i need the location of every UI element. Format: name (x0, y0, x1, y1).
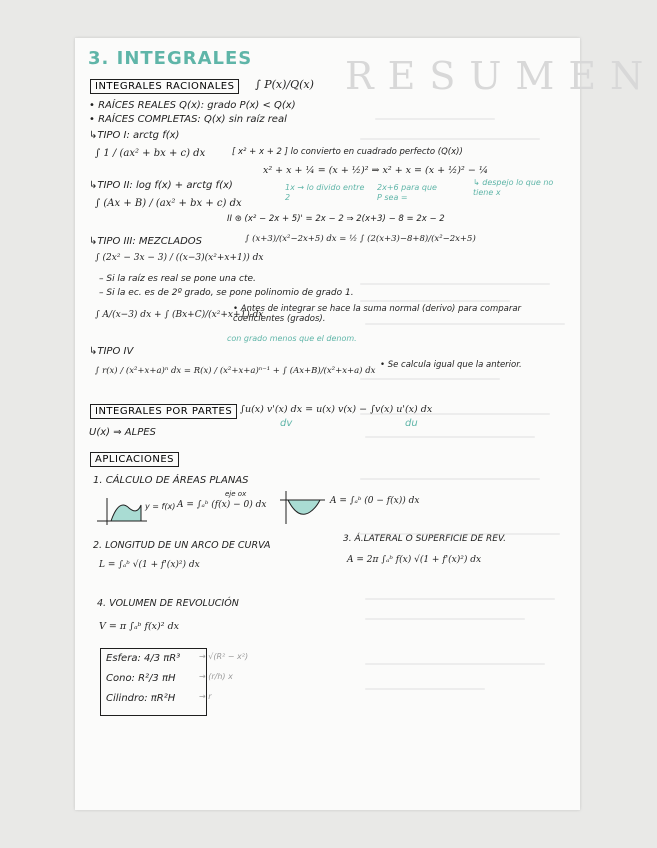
volume-formulas-box (100, 648, 207, 716)
rational-formula: ∫ P(x)/Q(x) (255, 78, 314, 91)
area-fx-label: y = f(x) (145, 502, 176, 511)
type2-integral: ∫ (Ax + B) / (ax² + bx + c) dx (95, 198, 242, 209)
sphere-volume: Esfera: 4/3 πR³ (106, 653, 181, 664)
arrow-note-1: 1x → lo divido entre 2 (285, 183, 365, 202)
type3-label: ↳TIPO III: MEZCLADOS (89, 236, 203, 247)
complex-roots: • RAÍCES COMPLETAS: Q(x) sin raíz real (89, 114, 287, 125)
parts-mnemonic: U(x) ⇒ ALPES (89, 427, 156, 438)
type3-note-1: – Si la raíz es real se pone una cte. (99, 274, 256, 284)
applications-heading: APLICACIONES (90, 452, 179, 467)
app-item-2: 2. LONGITUD DE UN ARCO DE CURVA (93, 540, 271, 551)
parts-du: du (405, 418, 418, 429)
area-graph-below-icon (280, 486, 325, 526)
area-formula-1: A = ∫ₐᵇ (f(x) − 0) dx (177, 500, 267, 510)
cylinder-hint: → r (199, 692, 212, 701)
app-item-1: 1. CÁLCULO DE ÁREAS PLANAS (93, 475, 249, 486)
type3-note-2: – Si la ec. es de 2º grado, se pone polinomio de grado 1. (99, 288, 354, 298)
arrow-note-2: 2x+6 para que P sea = (377, 183, 437, 202)
type2-example: II ⊛ (x² − 2x + 5)' = 2x − 2 ⇒ 2(x+3) − 8 = 2x − 2 (227, 214, 445, 224)
parts-formula: ∫u(x) v'(x) dx = u(x) v(x) − ∫v(x) u'(x) dx (240, 404, 433, 415)
cylinder-volume: Cilindro: πR²H (106, 693, 176, 704)
volume-formula: V = π ∫ₐᵇ f(x)² dx (99, 621, 180, 632)
area-axis-note: eje ox (225, 490, 247, 498)
type2-label: ↳TIPO II: log f(x) + arctg f(x) (89, 180, 233, 191)
ghost-title: RESUMEN (345, 54, 657, 98)
type2-example-2: ∫ (x+3)/(x²−2x+5) dx = ½ ∫ (2(x+3)−8+8)/(x²−2x+5) (245, 234, 476, 244)
area-graph-above-icon (97, 493, 147, 533)
cone-hint: → (r/h) x (199, 672, 233, 681)
rational-heading: INTEGRALES RACIONALES (90, 79, 239, 94)
section-title: 3. INTEGRALES (88, 48, 253, 69)
complete-square-note: [ x² + x + 2 ] lo convierto en cuadrado perfecto (Q(x)) (232, 147, 463, 157)
notebook-page (75, 38, 657, 810)
type3-note-3: • Antes de integrar se hace la suma normal (derivo) para comparar coeficientes (grados). (233, 304, 522, 325)
app-item-3: 3. Á.LATERAL O SUPERFICIE DE REV. (343, 534, 506, 544)
parts-dv: dv (280, 418, 293, 429)
type1-integral: ∫ 1 / (ax² + bx + c) dx (95, 148, 206, 159)
arc-length-formula: L = ∫ₐᵇ √(1 + f'(x)²) dx (99, 560, 200, 570)
sphere-hint: → √(R² − x²) (199, 652, 249, 661)
type1-label: ↳TIPO I: arctg f(x) (89, 130, 180, 141)
parts-heading: INTEGRALES POR PARTES (90, 404, 237, 419)
type4-note: con grado menos que el denom. (227, 334, 357, 343)
app-item-4: 4. VOLUMEN DE REVOLUCIÓN (97, 598, 239, 609)
area-formula-2: A = ∫ₐᵇ (0 − f(x)) dx (330, 496, 420, 506)
surface-formula: A = 2π ∫ₐᵇ f(x) √(1 + f'(x)²) dx (347, 555, 482, 565)
type3-integral: ∫ (2x² − 3x − 3) / ((x−3)(x²+x+1)) dx (95, 253, 264, 263)
type4-label: ↳TIPO IV (89, 346, 134, 357)
arrow-note-3: ↳ despejo lo que no tiene x (473, 178, 554, 197)
type4-integral: ∫ r(x) / (x²+x+a)ⁿ dx = R(x) / (x²+x+a)ⁿ⁻¹ + ∫ (Ax+B)/(x²+x+a) dx (95, 366, 376, 376)
type3-decomposition: ∫ A/(x−3) dx + ∫ (Bx+C)/(x²+x+1) dx (95, 310, 264, 320)
type4-tail: • Se calcula igual que la anterior. (380, 360, 522, 370)
real-roots: • RAÍCES REALES Q(x): grado P(x) < Q(x) (89, 100, 296, 111)
complete-square-eq: x² + x + ¼ = (x + ½)² ⇒ x² + x = (x + ½)² − ¼ (263, 165, 489, 176)
cone-volume: Cono: R²/3 πH (106, 673, 176, 684)
